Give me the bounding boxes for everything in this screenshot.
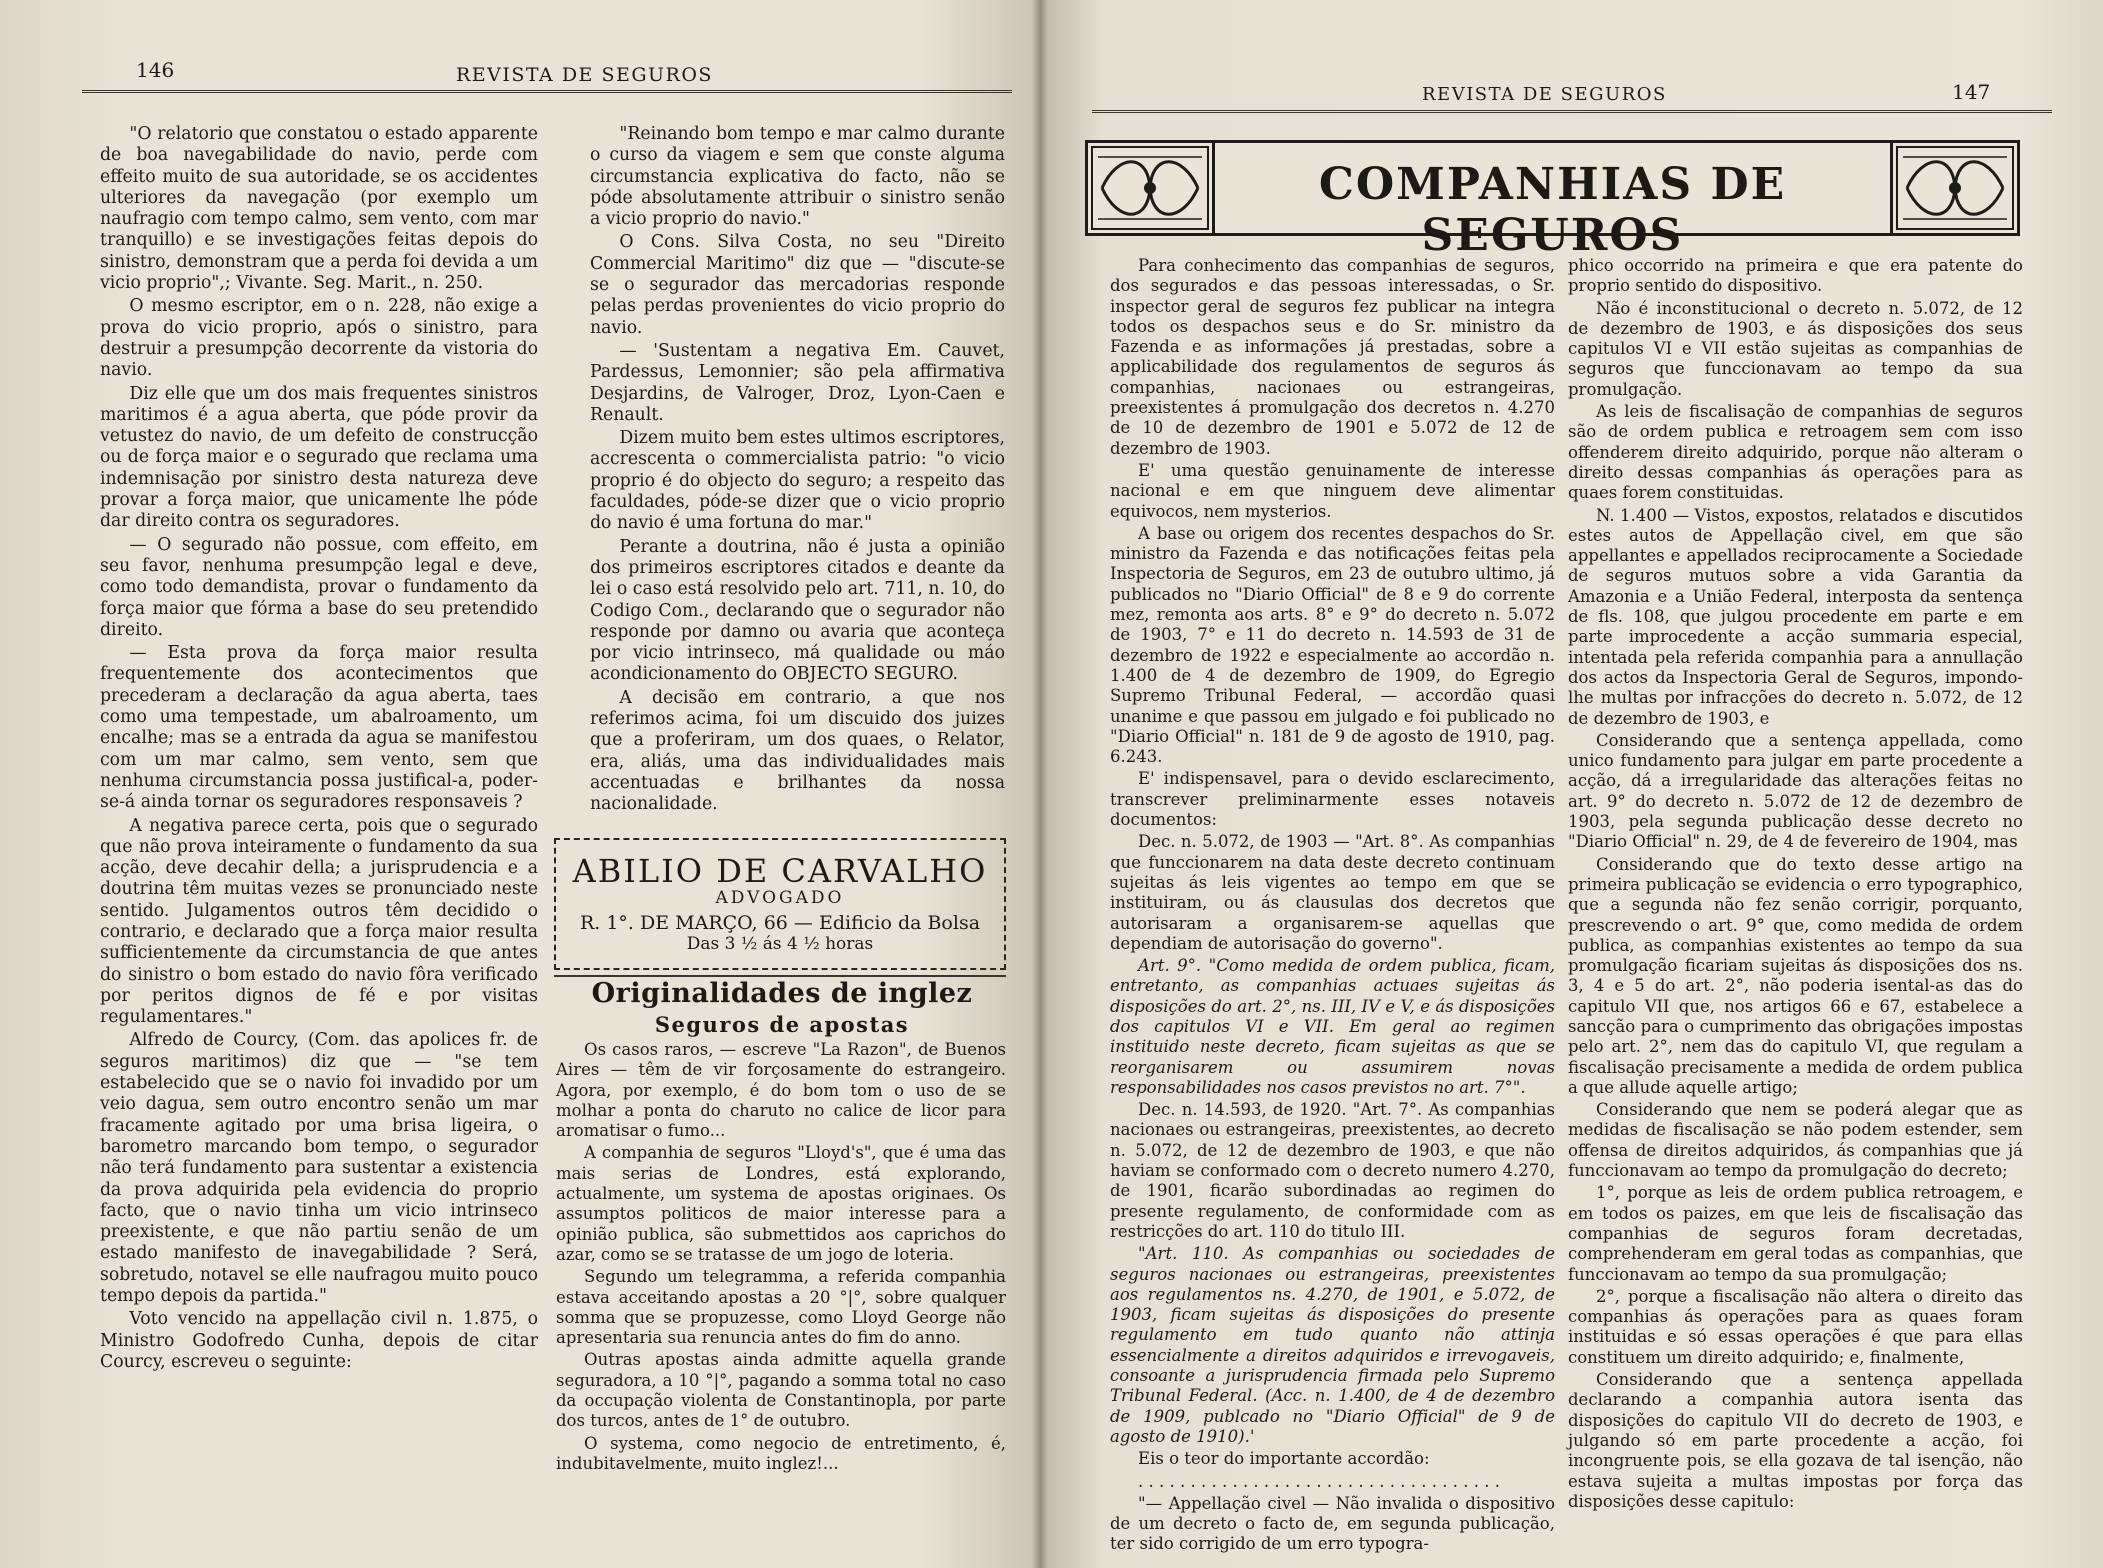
article-rule [554, 975, 1006, 977]
left-page [0, 0, 1040, 1568]
advertisement-box [554, 838, 1006, 970]
page-number-left: 146 [136, 58, 175, 82]
paragraph: Dec. n. 14.593, de 1920. "Art. 7°. As companhias nacionaes ou estrangeiras, preexistentes, ao decreto n. 5.072, de 12 de dezembro de 1903, e que não haviam se conformado com o decreto numero 4.270, de 1901, ficarão subordinadas ao regimen do presente regulamento, de conformidade com as restricções do art. 110 do titulo III. [1110, 1100, 1555, 1241]
paragraph: — 'Sustentam a negativa Em. Cauvet, Pardessus, Lemonnier; são pela affirmativa Desjardins, de Valroger, Droz, Lyon-Caen e Renault. [590, 340, 1005, 425]
paragraph: — O segurado não possue, com effeito, em seu favor, nenhuma presumpção legal e deve, como todo demandista, provar o fundamento da força maior que fórma a base do seu pretendido direito. [100, 534, 538, 640]
paragraph: Voto vencido na appellação civil n. 1.875, o Ministro Godofredo Cunha, depois de citar Courcy, escreveu o seguinte: [100, 1309, 538, 1372]
ornament-right-icon [1890, 143, 2017, 233]
paragraph: E' indispensavel, para o devido esclarecimento, transcrever preliminarmente esses notaveis documentos: [1110, 769, 1555, 830]
paragraph: phico occorrido na primeira e que era patente do proprio sentido do dispositivo. [1568, 256, 2023, 296]
paragraph: "Art. 110. As companhias ou sociedades de seguros nacionaes ou estrangeiras, preexistentes aos regulamentos ns. 4.270, de 1901, e 5.072, de 1903, ficam sujeitas ás disposições do presente regulamento em tudo quanto não attinja essencialmente a direitos adquiridos e irrevogaveis, consoante a jurisprudencia firmada pelo Supremo Tribunal Federal. (Acc. n. 1.400, de 4 de dezembro de 1909, publcado no "Diario Official" de 9 de agosto de 1910).' [1110, 1244, 1555, 1446]
paragraph: Segundo um telegramma, a referida companhia estava acceitando apostas a 20 °|°, sobre qualquer somma que se propuzesse, como Lloyd George não apresentaria sua renuncia antes do fim do anno. [556, 1267, 1006, 1348]
running-head-right: REVISTA DE SEGUROS [1422, 84, 1667, 105]
paragraph: O mesmo escriptor, em o n. 228, não exige a prova do vicio proprio, após o sinistro, para destruir a presumpção decorrente da vistoria do navio. [100, 296, 538, 381]
paragraph: Considerando que a sentença appellada, como unico fundamento para julgar em parte procedente a acção, dá a irregularidade das alterações feitas no art. 9° do decreto n. 5.072 de 12 de dezembro de 1903, pela segunda publicação desse decreto no "Diario Official" n. 29, de 4 de fevereiro de 1904, mas [1568, 730, 2023, 852]
right-column-2 [1568, 256, 2023, 1512]
article-title: Originalidades de inglez [591, 978, 973, 1009]
paragraph: As leis de fiscalisação de companhias de seguros são de ordem publica e retroagem sem com isso offenderem direito adquirido, porque não alteram o direito dessas companhias ás operações para as quaes forem constituidas. [1568, 402, 2023, 503]
paragraph: — Esta prova da força maior resulta frequentemente dos acontecimentos que precederam a declaração da agua aberta, taes como uma tempestade, um abalroamento, um encalhe; mas se a entrada da agua se manifestou com um mar calmo, sem vento, sem que nenhuma circumstancia possa justifical-a, poder-se-á ainda tornar os seguradores responsaveis ? [100, 643, 538, 813]
paragraph: "Reinando bom tempo e mar calmo durante o curso da viagem e sem que conste alguma circumstancia explicativa do facto, não se póde absolutamente attribuir o sinistro senão a vicio proprio do navio." [590, 124, 1005, 230]
paragraph: O systema, como negocio de entretimento, é, indubitavelmente, muito inglez!... [556, 1433, 1006, 1473]
paragraph: E' uma questão genuinamente de interesse nacional e em que ninguem deve alimentar equivocos, nem mysterios. [1110, 460, 1555, 521]
paragraph: Não é inconstitucional o decreto n. 5.072, de 12 de dezembro de 1903, e ás disposições dos seus capitulos VI e VII estão sujeitas as companhias de seguros que funccionavam ao tempo da sua promulgação. [1568, 298, 2023, 399]
header-rule-left [82, 90, 1012, 93]
running-head-left: REVISTA DE SEGUROS [456, 64, 713, 86]
paragraph: Eis o teor do importante accordão: [1138, 1449, 1430, 1469]
paragraph: A base ou origem dos recentes despachos do Sr. ministro da Fazenda e das notificações feitas pela Inspectoria de Seguros, em 23 de outubro ultimo, já publicados no "Diario Official" de 8 e 9 do corrente mez, remonta aos arts. 8° e 9° do decreto n. 5.072 de 1903, 7° e 11 do decreto n. 14.593 de 31 de dezembro de 1922 e especialmente ao accordão n. 1.400 de 4 de dezembro de 1909, do Egregio Supremo Tribunal Federal, — accordão quasi unanime e que passou em julgado e foi publicado no "Diario Official" n. 181 de 9 de agosto de 1910, pag. 6.243. [1110, 523, 1555, 767]
ad-address: R. 1°. DE MARÇO, 66 — Edificio da Bolsa [579, 912, 981, 934]
paragraph: O Cons. Silva Costa, no seu "Direito Commercial Maritimo" diz que — "discute-se se o segurador das mercadorias responde pelas perdas provenientes do vicio proprio do navio. [590, 232, 1005, 338]
paragraph: Dec. n. 5.072, de 1903 — "Art. 8°. As companhias que funccionarem na data deste decreto continuam sujeitas ás leis vigentes ao tempo em que se instituiram, ou ás clausulas dos decretos que autorisaram a organisarem-se aquellas que dependiam de autorisação do governo". [1110, 832, 1555, 953]
paragraph: 1°, porque as leis de ordem publica retroagem, e em todos os paizes, em que leis de fiscalisação das companhias de seguros foram decretadas, comprehenderam em geral todas as companhias, que funccionavam ao tempo da sua promulgação; [1568, 1183, 2023, 1284]
paragraph: A negativa parece certa, pois que o segurado que não prova inteiramente o fundamento da sua acção, deve decahir della; a jurisprudencia e a doutrina têm muitas vezes se pronunciado neste sentido. Julgamentos outros têm decidido o contrario, e declarado que a força maior resulta sufficientemente da circumstancia de que antes do sinistro o bom estado do navio fôra verificado por peritos dignos de fé e por visitas regulamentares." [100, 815, 538, 1028]
paragraph: Dizem muito bem estes ultimos escriptores, accrescenta o commercialista patrio: "o vicio proprio é do objecto do seguro; a respeito das faculdades, póde-se dizer que o vicio proprio do navio é uma fortuna do mar." [590, 428, 1005, 534]
section-banner [1085, 140, 2020, 261]
paragraph: "— Appellação civel — Não invalida o dispositivo de um decreto o facto de, em segunda publicação, ter sido corrigido de um erro typogra- [1110, 1493, 1555, 1554]
ad-name: ABILIO DE CARVALHO [572, 852, 988, 890]
left-column-2 [590, 124, 1005, 816]
paragraph: 2°, porque a fiscalisação não altera o direito das companhias ás operações para as quaes foram instituidas e só essas operações é que para ellas constituem um direito adquirido; e, finalmente, [1568, 1286, 2023, 1367]
paragraph: Para conhecimento das companhias de seguros, dos segurados e das pessoas interessadas, o Sr. inspector geral de seguros fez publicar na integra todos os despachos seus e do Sr. ministro da Fazenda e as informações já prestadas, sobre a applicabilidade dos regulamentos de seguros ás companhias, nacionaes ou estrangeiras, preexistentes á promulgação dos decretos n. 4.270 de 10 de dezembro de 1901 e 5.072 de 12 de dezembro de 1903. [1110, 256, 1555, 458]
paragraph: Considerando que nem se poderá alegar que as medidas de fiscalisação se não podem estender, sem offensa de direitos adquiridos, ás companhias que já funccionavam ao tempo da promulgação do decreto; [1568, 1100, 2023, 1181]
right-column-1 [1110, 256, 1555, 1555]
paragraph: Os casos raros, — escreve "La Razon", de Buenos Aires — têm de vir forçosamente do estrangeiro. Agora, por exemplo, é do bom tom o uso de se molhar a ponta do charuto no calice de licor para aromatisar o fumo... [556, 1040, 1006, 1141]
paragraph: "O relatorio que constatou o estado apparente de boa navegabilidade do navio, perde com effeito muito de sua autoridade, se os accidentes ulteriores da navegação (por exemplo um naufragio com tempo calmo, sem vento, com mar tranquillo) e se investigações feitas depois do sinistro, demonstram que a perda foi devida a um vicio proprio",; Vivante. Seg. Marit., n. 250. [100, 124, 538, 294]
paragraph: . . . . . . . . . . . . . . . . . . . . . . . . . . . . . . . . . . . [1138, 1471, 1500, 1491]
page-number-right: 147 [1952, 80, 1991, 104]
article-body [556, 1040, 1006, 1474]
left-column-1 [100, 124, 538, 1373]
header-rule-right [1092, 110, 2052, 113]
ornament-left-icon [1088, 143, 1215, 233]
paragraph: A decisão em contrario, a que nos referimos acima, foi um discuido dos juizes que a proferiram, um dos quaes, o Relator, era, aliás, uma das individualidades mais accentuadas e brilhantes da nossa nacionalidade. [590, 687, 1005, 815]
paragraph: Considerando que do texto desse artigo na primeira publicação se evidencia o erro typographico, que a segunda não fez senão corrigir, porquanto, prescrevendo o art. 9° que, como medida de ordem publica, as companhias existentes ao tempo da sua promulgação ficariam sujeitas ás disposições dos ns. 3, 4 e 5 do art. 2°, não poderia isental-as das do capitulo VII que, nos artigos 66 e 67, estabelece a sancção para o cumprimento das obrigações impostas pelo art. 2°, nem das do capitulo VI, que regulam a fiscalisação precisamente a medida de ordem publica a que allude aquelle artigo; [1568, 854, 2023, 1097]
paragraph: Perante a doutrina, não é justa a opinião dos primeiros escriptores citados e deante da lei o caso está resolvido pelo art. 711, n. 10, do Codigo Com., declarando que o segurador não responde por damno ou avaria que aconteça por vicio intrinseco, má qualidade ou máo acondicionamento do OBJECTO SEGURO. [590, 536, 1005, 685]
ad-role: ADVOGADO [715, 888, 845, 908]
right-page [1040, 0, 2103, 1568]
paragraph: Outras apostas ainda admitte aquella grande seguradora, a 10 °|°, pagando a somma total no caso da occupação violenta de Constantinopla, por parte dos turcos, antes de 1° de outubro. [556, 1350, 1006, 1431]
book-gutter [1032, 0, 1048, 1568]
paragraph: A companhia de seguros "Lloyd's", que é uma das mais serias de Londres, está explorando, actualmente, um systema de apostas originaes. Os assumptos politicos de maior interesse para a opinião publica, são submettidos aos caprichos do azar, como se se tratasse de um jogo de loteria. [556, 1143, 1006, 1264]
paragraph: Considerando que a sentença appellada declarando a companhia autora isenta das disposições do capitulo VII do decreto de 1903, e julgando só em parte procedente a acção, foi incongruente pois, se ella gozava de tal isenção, não estava sujeita a multas impostas por força das disposições desse capitulo: [1568, 1370, 2023, 1511]
paragraph: Art. 9°. "Como medida de ordem publica, ficam, entretanto, as companhias actuaes sujeitas ás disposições do art. 2°, ns. III, IV e V, e ás disposições dos capitulos VI e VII. Em geral ao regimen instituido neste decreto, ficam sujeitas as que se reorganisarem ou assumirem novas responsabilidades nos casos previstos no art. 7°". [1110, 956, 1555, 1097]
banner-title: COMPANHIAS DE SEGUROS [1318, 159, 1787, 261]
paragraph: Diz elle que um dos mais frequentes sinistros maritimos é a agua aberta, que póde provir da vetustez do navio, de um defeito de construcção ou de força maior e o segurado que reclama uma indemnisação por sinistro desta natureza deve provar a força maior, que unicamente lhe póde dar direito contra os seguradores. [100, 383, 538, 532]
paragraph: Alfredo de Courcy, (Com. das apolices fr. de seguros maritimos) diz que — "se tem estabelecido que se o navio foi invadido por um veio dagua, sem outro encontro senão um mar fracamente agitado por uma brisa ligeira, o barometro marcando bom tempo, o segurador não terá fundamento para sustentar a existencia da prova adquirida pela evidencia do proprio facto, que o navio tinha um vicio intrinseco preexistente, e que não partiu senão de um estado manifesto de inavegabilidade ? Será, sobretudo, notavel se elle naufragou muito pouco tempo depois da partida." [100, 1030, 538, 1307]
article-subtitle: Seguros de apostas [654, 1012, 910, 1037]
ad-hours: Das 3 ½ ás 4 ½ horas [686, 934, 874, 954]
paragraph: N. 1.400 — Vistos, expostos, relatados e discutidos estes autos de Appellação civel, em que são appellantes e appellados reciprocamente a Sociedade de seguros mutuos sobre a vida Garantia da Amazonia e a União Federal, interposta da sentença de fls. 108, que julgou procedente em parte e em parte improcedente a acção summaria especial, intentada pela referida companhia para a annullação dos actos da Inspectoria Geral de Seguros, impondo-lhe multas por infracções do decreto n. 5.072, de 12 de dezembro de 1903, e [1568, 505, 2023, 728]
